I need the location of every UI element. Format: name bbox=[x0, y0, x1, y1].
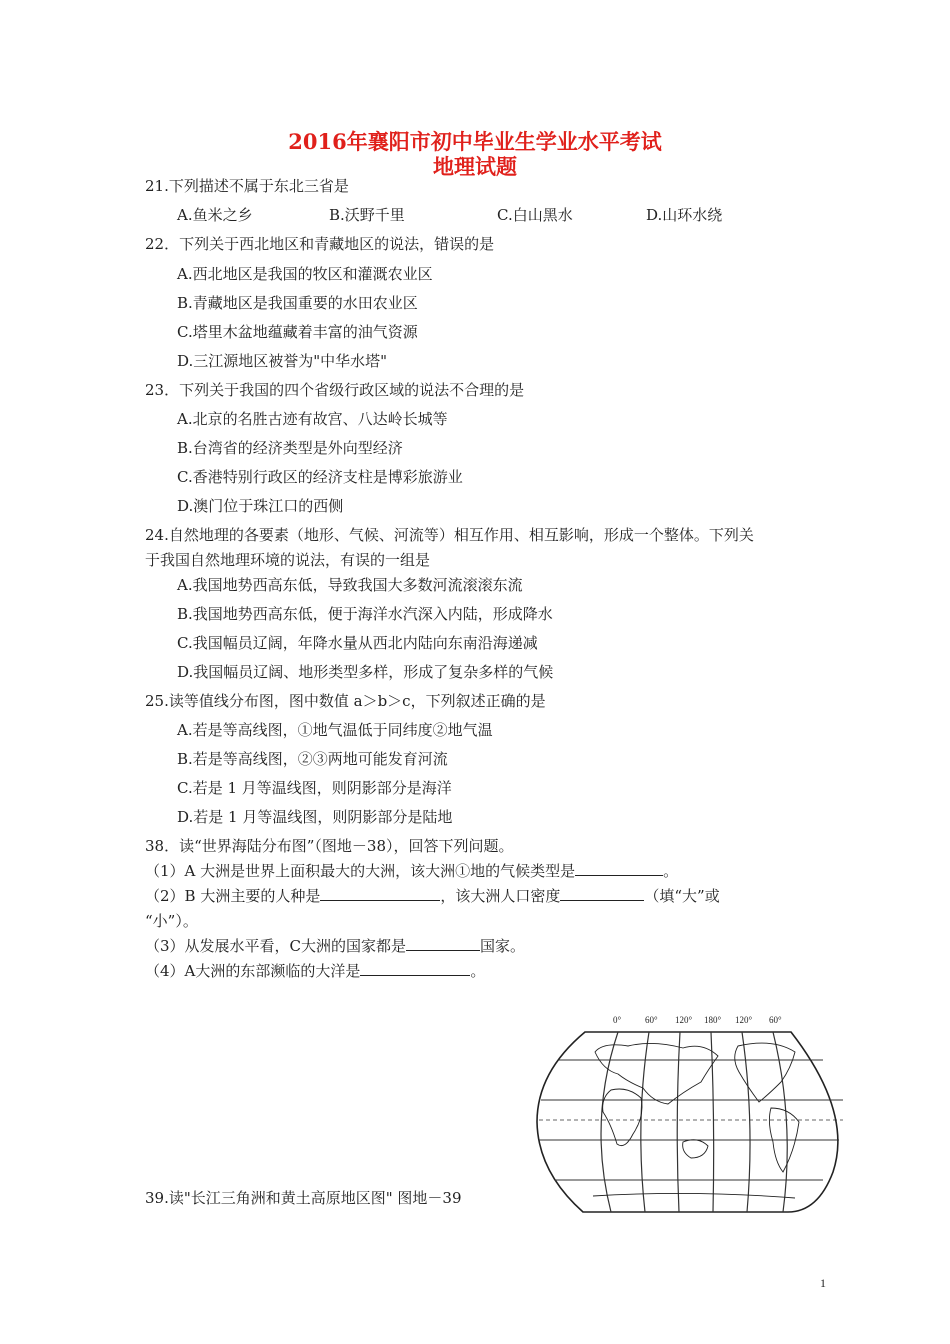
exam-subtitle: 地理试题 bbox=[433, 154, 517, 179]
q21-stem: 21.下列描述不属于东北三省是 bbox=[145, 177, 349, 195]
q38-part3-end: 国家。 bbox=[480, 937, 526, 955]
map-longitude-labels bbox=[613, 1015, 782, 1025]
map-meridians bbox=[601, 1032, 787, 1212]
q38-part4-text: （4）A大洲的东部濒临的大洋是 bbox=[145, 962, 361, 980]
map-label-120: 120° bbox=[675, 1015, 693, 1025]
q38-part2-text: （2）B 大洲主要的人种是 bbox=[145, 887, 321, 905]
q25-stem: 25.读等值线分布图，图中数值 a＞b＞c，下列叙述正确的是 bbox=[145, 692, 546, 710]
q39-stem: 39.读"长江三角洲和黄土高原地区图" 图地－39 bbox=[145, 1189, 462, 1207]
q22-option-d: D.三江源地区被誉为"中华水塔" bbox=[177, 352, 388, 370]
map-label-60: 60° bbox=[645, 1015, 658, 1025]
page-number: 1 bbox=[820, 1276, 826, 1290]
map-label-0: 0° bbox=[613, 1015, 622, 1025]
q23-option-a: A.北京的名胜古迹有故宫、八达岭长城等 bbox=[177, 410, 448, 428]
map-label-60w: 60° bbox=[769, 1015, 782, 1025]
q25-option-b: B.若是等高线图，②③两地可能发育河流 bbox=[177, 750, 448, 768]
answer-blank[interactable] bbox=[575, 861, 663, 876]
q24-option-d: D.我国幅员辽阔、地形类型多样，形成了复杂多样的气候 bbox=[177, 663, 554, 681]
q38-part2-tail: （填“大”或 bbox=[644, 887, 720, 905]
q38-part1-end: 。 bbox=[663, 862, 679, 880]
q38-part2 bbox=[145, 886, 720, 906]
q21-option-b: B.沃野千里 bbox=[329, 206, 405, 224]
q22-option-c: C.塔里木盆地蕴藏着丰富的油气资源 bbox=[177, 323, 418, 341]
q22-option-a: A.西北地区是我国的牧区和灌溉农业区 bbox=[177, 265, 433, 283]
answer-blank[interactable] bbox=[360, 961, 470, 976]
q38-part2-cont: “小”）。 bbox=[145, 912, 198, 930]
map-continents bbox=[593, 1043, 799, 1198]
q38-part3 bbox=[145, 936, 525, 956]
answer-blank[interactable] bbox=[406, 936, 480, 951]
map-label-120w: 120° bbox=[735, 1015, 753, 1025]
q21-option-c: C.白山黑水 bbox=[497, 206, 573, 224]
map-label-180: 180° bbox=[704, 1015, 722, 1025]
answer-blank[interactable] bbox=[320, 886, 440, 901]
q21-option-d: D.山环水绕 bbox=[646, 206, 723, 224]
q25-option-a: A.若是等高线图，①地气温低于同纬度②地气温 bbox=[177, 721, 493, 739]
q24-option-b: B.我国地势西高东低，便于海洋水汽深入内陆，形成降水 bbox=[177, 605, 553, 623]
q38-part4-end: 。 bbox=[470, 962, 486, 980]
q24-stem-line1: 24.自然地理的各要素（地形、气候、河流等）相互作用、相互影响，形成一个整体。下列关 bbox=[145, 526, 754, 544]
q24-stem-line2: 于我国自然地理环境的说法，有误的一组是 bbox=[145, 551, 431, 569]
q38-part2-mid: ，该大洲人口密度 bbox=[440, 887, 561, 905]
q21-option-a: A.鱼米之乡 bbox=[177, 206, 253, 224]
q38-part4 bbox=[145, 961, 485, 981]
q22-stem: 22．下列关于西北地区和青藏地区的说法，错误的是 bbox=[145, 235, 495, 253]
q38-part1-text: （1）A 大洲是世界上面积最大的大洲，该大洲①地的气候类型是 bbox=[145, 862, 576, 880]
q23-option-c: C.香港特别行政区的经济支柱是博彩旅游业 bbox=[177, 468, 463, 486]
q25-option-c: C.若是 1 月等温线图，则阴影部分是海洋 bbox=[177, 779, 452, 797]
q38-part3-text: （3）从发展水平看，C大洲的国家都是 bbox=[145, 937, 407, 955]
world-map bbox=[533, 1012, 858, 1224]
q24-option-a: A.我国地势西高东低，导致我国大多数河流滚滚东流 bbox=[177, 576, 523, 594]
q38-part1 bbox=[145, 861, 678, 881]
q23-option-b: B.台湾省的经济类型是外向型经济 bbox=[177, 439, 403, 457]
q38-stem: 38．读“世界海陆分布图”（图地－38），回答下列问题。 bbox=[145, 837, 514, 855]
q23-option-d: D.澳门位于珠江口的西侧 bbox=[177, 497, 344, 515]
q24-option-c: C.我国幅员辽阔，年降水量从西北内陆向东南沿海递减 bbox=[177, 634, 538, 652]
q22-option-b: B.青藏地区是我国重要的水田农业区 bbox=[177, 294, 418, 312]
q25-option-d: D.若是 1 月等温线图，则阴影部分是陆地 bbox=[177, 808, 453, 826]
answer-blank[interactable] bbox=[560, 886, 644, 901]
q23-stem: 23．下列关于我国的四个省级行政区域的说法不合理的是 bbox=[145, 381, 525, 399]
exam-title: 2016年襄阳市初中毕业生学业水平考试 bbox=[288, 129, 662, 154]
